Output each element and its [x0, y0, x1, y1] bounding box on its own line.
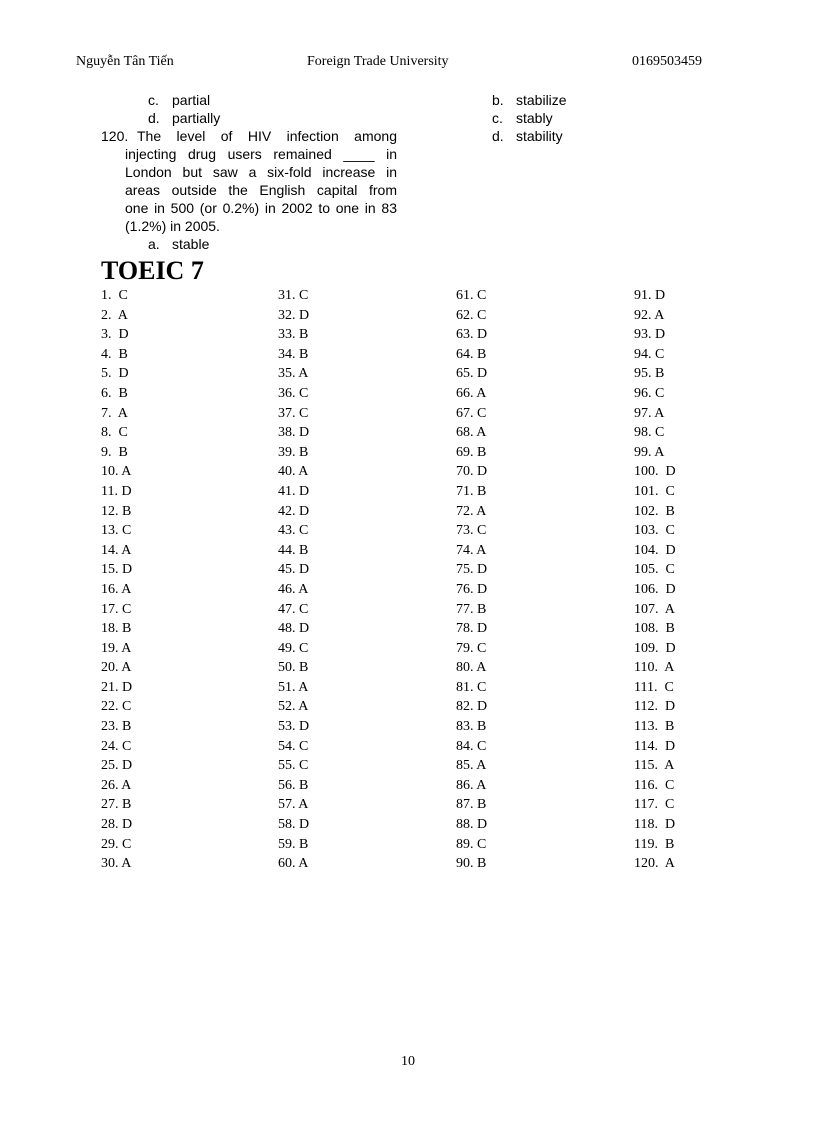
answer-item: 95. B [634, 366, 665, 382]
answer-item: 115. A [634, 758, 675, 774]
question-line: injecting drug users remained ____ in [125, 146, 397, 162]
option-a: a. stable [148, 236, 210, 252]
answer-item: 105. C [634, 562, 675, 578]
answer-item: 46. A [278, 581, 309, 597]
answer-item: 114. D [634, 738, 676, 754]
answer-item: 24. C [101, 738, 132, 754]
answer-item: 59. B [278, 836, 309, 852]
answer-item: 44. B [278, 542, 309, 558]
question-number: 120. [101, 128, 129, 144]
answer-item: 76. D [456, 581, 488, 597]
answer-item: 78. D [456, 621, 488, 637]
question-line: London but saw a six-fold increase in [125, 164, 397, 180]
answer-item: 65. D [456, 366, 488, 382]
answer-item: 39. B [278, 444, 309, 460]
answer-item: 107. A [634, 601, 675, 617]
answer-item: 109. D [634, 640, 676, 656]
answer-item: 12. B [101, 503, 132, 519]
answer-item: 68. A [456, 425, 487, 441]
question-right-column [492, 91, 567, 145]
answer-item: 53. D [278, 719, 310, 735]
page-header [76, 54, 702, 74]
question-text [135, 127, 397, 145]
answer-item: 40. A [278, 464, 309, 480]
answer-item: 112. D [634, 699, 676, 715]
answer-item: 42. D [278, 503, 310, 519]
answer-item: 113. B [634, 719, 675, 735]
answer-column-4 [634, 286, 676, 874]
answer-item: 60. A [278, 856, 309, 872]
answer-item: 101. C [634, 483, 675, 499]
answer-item: 54. C [278, 738, 309, 754]
author-name: Nguyễn Tân Tiến [76, 54, 174, 69]
answer-item: 13. C [101, 523, 132, 539]
answer-item: 11. D [101, 483, 132, 499]
answer-item: 70. D [456, 464, 488, 480]
answer-item: 43. C [278, 523, 309, 539]
answer-item: 75. D [456, 562, 488, 578]
answer-item: 82. D [456, 699, 488, 715]
answer-item: 27. B [101, 797, 132, 813]
answer-item: 66. A [456, 385, 487, 401]
answer-item: 110. A [634, 660, 675, 676]
answer-item: 63. D [456, 327, 488, 343]
answer-item: 119. B [634, 836, 675, 852]
answer-item: 25. D [101, 758, 133, 774]
answer-item: 79. C [456, 640, 487, 656]
answer-item: 58. D [278, 817, 310, 833]
answer-item: 111. C [634, 679, 674, 695]
answer-item: 98. C [634, 425, 665, 441]
university-name: Foreign Trade University [307, 54, 449, 69]
answer-item: 56. B [278, 777, 309, 793]
answer-item: 26. A [101, 777, 132, 793]
answer-item: 72. A [456, 503, 487, 519]
answer-item: 69. B [456, 444, 487, 460]
answer-item: 87. B [456, 797, 487, 813]
answer-item: 10. A [101, 464, 132, 480]
answer-item: 99. A [634, 444, 665, 460]
answer-item: 103. C [634, 523, 675, 539]
answer-item: 88. D [456, 817, 488, 833]
answer-item: 23. B [101, 719, 132, 735]
answer-item: 81. C [456, 679, 487, 695]
question-line: areas outside the English capital from [125, 182, 397, 198]
answer-item: 51. A [278, 679, 309, 695]
answer-item: 90. B [456, 856, 487, 872]
answer-item: 2. A [101, 307, 128, 323]
question-line: (1.2%) in 2005. [125, 218, 220, 234]
answer-item: 47. C [278, 601, 309, 617]
answer-item: 85. A [456, 758, 487, 774]
answer-item: 19. A [101, 640, 132, 656]
answer-item: 3. D [101, 327, 129, 343]
answer-item: 14. A [101, 542, 132, 558]
answer-item: 74. A [456, 542, 487, 558]
answer-item: 97. A [634, 405, 665, 421]
option-d: d. partially [148, 110, 221, 126]
answer-item: 106. D [634, 581, 676, 597]
answer-item: 7. A [101, 405, 128, 421]
answer-item: 4. B [101, 346, 128, 362]
answer-item: 91. D [634, 288, 666, 303]
answer-item: 104. D [634, 542, 676, 558]
answer-item: 89. C [456, 836, 487, 852]
answer-item: 94. C [634, 346, 665, 362]
answer-item: 118. D [634, 817, 676, 833]
option-d: d. stability [492, 128, 563, 144]
answer-item: 28. D [101, 817, 133, 833]
answer-item: 8. C [101, 425, 128, 441]
answer-item: 62. C [456, 307, 487, 323]
answer-item: 9. B [101, 444, 128, 460]
answer-item: 50. B [278, 660, 309, 676]
answer-item: 96. C [634, 385, 665, 401]
answer-item: 1. C [101, 288, 128, 303]
answer-item: 20. A [101, 660, 132, 676]
answer-item: 57. A [278, 797, 309, 813]
answer-item: 120. A [634, 856, 675, 872]
answer-item: 52. A [278, 699, 309, 715]
question-120 [101, 127, 397, 145]
answer-column-2 [278, 286, 309, 874]
question-line: The level of HIV infection among [137, 128, 397, 144]
answer-item: 22. C [101, 699, 132, 715]
answer-item: 18. B [101, 621, 132, 637]
answer-item: 116. C [634, 777, 675, 793]
answer-item: 92. A [634, 307, 665, 323]
question-left-column [101, 91, 397, 253]
answer-item: 67. C [456, 405, 487, 421]
answer-column-1 [101, 286, 132, 874]
answer-item: 117. C [634, 797, 675, 813]
answer-item: 37. C [278, 405, 309, 421]
answer-item: 17. C [101, 601, 132, 617]
answer-item: 71. B [456, 483, 487, 499]
answer-item: 32. D [278, 307, 310, 323]
answer-item: 45. D [278, 562, 310, 578]
answer-item: 16. A [101, 581, 132, 597]
answer-item: 108. B [634, 621, 675, 637]
answer-item: 100. D [634, 464, 676, 480]
answer-item: 102. B [634, 503, 675, 519]
answer-item: 5. D [101, 366, 129, 382]
page-number: 10 [401, 1054, 415, 1069]
answer-item: 41. D [278, 483, 310, 499]
answer-item: 6. B [101, 385, 128, 401]
section-title: TOEIC 7 [101, 256, 204, 285]
answer-item: 73. C [456, 523, 487, 539]
answer-item: 48. D [278, 621, 310, 637]
answer-item: 80. A [456, 660, 487, 676]
answer-item: 30. A [101, 856, 132, 872]
answer-item: 31. C [278, 288, 309, 303]
option-c: c. stably [492, 110, 553, 126]
answer-item: 15. D [101, 562, 133, 578]
answer-item: 35. A [278, 366, 309, 382]
answer-item: 55. C [278, 758, 309, 774]
answer-item: 33. B [278, 327, 309, 343]
question-continuation [101, 145, 397, 235]
option-c: c. partial [148, 92, 211, 108]
answer-item: 83. B [456, 719, 487, 735]
answer-item: 86. A [456, 777, 487, 793]
answer-item: 61. C [456, 288, 487, 303]
answer-item: 29. C [101, 836, 132, 852]
answer-item: 93. D [634, 327, 666, 343]
option-b: b. stabilize [492, 92, 567, 108]
answer-item: 36. C [278, 385, 309, 401]
answer-item: 64. B [456, 346, 487, 362]
answer-column-3 [456, 286, 487, 874]
answer-item: 34. B [278, 346, 309, 362]
phone-number: 0169503459 [632, 54, 702, 69]
question-line: one in 500 (or 0.2%) in 2002 to one in 83 [125, 200, 397, 216]
answer-item: 21. D [101, 679, 133, 695]
answer-item: 84. C [456, 738, 487, 754]
answer-item: 49. C [278, 640, 309, 656]
answer-item: 77. B [456, 601, 487, 617]
answer-item: 38. D [278, 425, 310, 441]
